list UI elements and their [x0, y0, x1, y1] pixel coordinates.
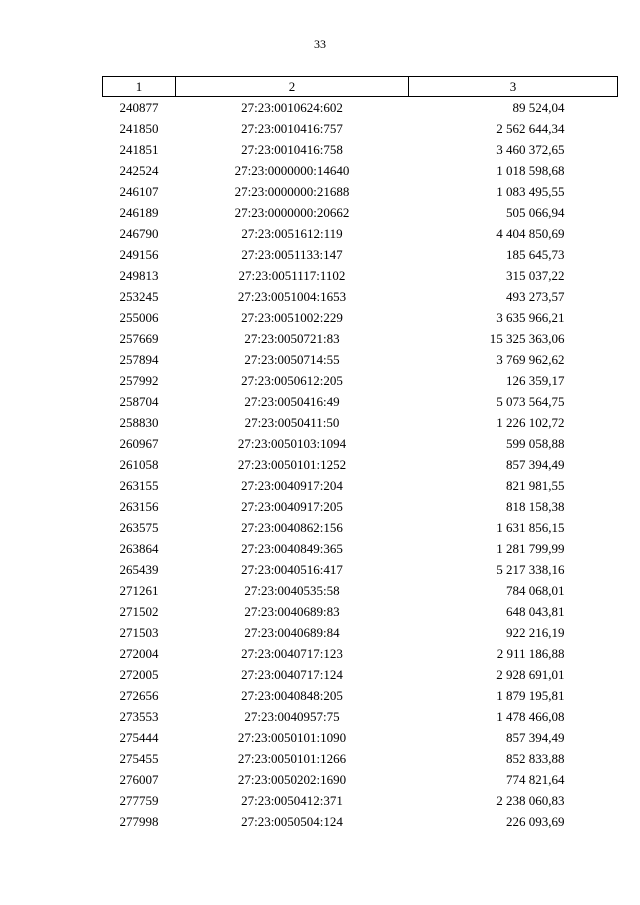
- cell-object-id: 257992: [119, 373, 159, 388]
- cell-value: 2 928 691,01: [496, 667, 565, 682]
- data-table: [102, 76, 618, 832]
- table-row: [103, 223, 618, 244]
- table-row: [103, 118, 618, 139]
- cell-cadastral-number: 27:23:0050714:55: [244, 352, 340, 367]
- table-row: [103, 139, 618, 160]
- cell-cadastral-number: 27:23:0040516:417: [241, 562, 343, 577]
- cell-cadastral-number: 27:23:0040689:84: [244, 625, 340, 640]
- table-row: [103, 286, 618, 307]
- page-number: 33: [314, 37, 326, 51]
- cell-cadastral-number: 27:23:0050411:50: [244, 415, 340, 430]
- cell-value: 4 404 850,69: [496, 226, 565, 241]
- cell-value: 1 018 598,68: [496, 163, 565, 178]
- table-row: [103, 244, 618, 265]
- cell-cadastral-number: 27:23:0050101:1252: [237, 457, 347, 472]
- table-row: [103, 601, 618, 622]
- cell-object-id: 277759: [119, 793, 159, 808]
- table-row: [103, 664, 618, 685]
- cell-object-id: 263864: [119, 541, 159, 556]
- cell-value: 922 216,19: [506, 625, 565, 640]
- cell-cadastral-number: 27:23:0000000:14640: [234, 163, 350, 178]
- cell-cadastral-number: 27:23:0051004:1653: [237, 289, 347, 304]
- table-row: [103, 265, 618, 286]
- cell-cadastral-number: 27:23:0000000:21688: [234, 184, 350, 199]
- cell-value: 5 073 564,75: [496, 394, 565, 409]
- cell-cadastral-number: 27:23:0050103:1094: [237, 436, 347, 451]
- cell-value: 1 631 856,15: [496, 520, 565, 535]
- cell-object-id: 260967: [119, 436, 159, 451]
- cell-cadastral-number: 27:23:0050612:205: [241, 373, 343, 388]
- table-row: [103, 622, 618, 643]
- cell-cadastral-number: 27:23:0050101:1266: [237, 751, 347, 766]
- table-row: [103, 643, 618, 664]
- cell-object-id: 263575: [119, 520, 159, 535]
- cell-value: 599 058,88: [506, 436, 565, 451]
- cell-value: 2 911 186,88: [496, 646, 565, 661]
- cell-value: 185 645,73: [506, 247, 565, 262]
- cell-cadastral-number: 27:23:0040849:365: [241, 541, 343, 556]
- cell-object-id: 255006: [119, 310, 159, 325]
- cell-object-id: 272656: [119, 688, 159, 703]
- table-row: [103, 97, 618, 119]
- cell-cadastral-number: 27:23:0051117:1102: [238, 268, 346, 283]
- cell-object-id: 242524: [119, 163, 159, 178]
- cell-value: 3 460 372,65: [496, 142, 565, 157]
- cell-value: 857 394,49: [506, 457, 565, 472]
- cell-object-id: 277998: [119, 814, 159, 829]
- cell-object-id: 275455: [119, 751, 159, 766]
- cell-object-id: 265439: [119, 562, 159, 577]
- table-row: [103, 202, 618, 223]
- table-row: [103, 517, 618, 538]
- cell-cadastral-number: 27:23:0051612:119: [241, 226, 343, 241]
- cell-value: 1 478 466,08: [496, 709, 565, 724]
- cell-object-id: 271503: [119, 625, 159, 640]
- cell-object-id: 258704: [119, 394, 159, 409]
- cell-value: 126 359,17: [506, 373, 565, 388]
- cell-cadastral-number: 27:23:0050101:1090: [237, 730, 347, 745]
- cell-value: 89 524,04: [512, 100, 565, 115]
- cell-value: 315 037,22: [506, 268, 565, 283]
- cell-object-id: 249156: [119, 247, 159, 262]
- cell-cadastral-number: 27:23:0040862:156: [241, 520, 343, 535]
- cell-object-id: 240877: [119, 100, 159, 115]
- cell-cadastral-number: 27:23:0040535:58: [244, 583, 340, 598]
- table-row: [103, 811, 618, 832]
- cell-value: 1 226 102,72: [496, 415, 565, 430]
- table-row: [103, 412, 618, 433]
- table-body: [103, 97, 618, 833]
- cell-cadastral-number: 27:23:0040848:205: [241, 688, 343, 703]
- cell-object-id: 263155: [119, 478, 159, 493]
- table-row: [103, 181, 618, 202]
- cell-object-id: 241851: [119, 142, 159, 157]
- table-row: [103, 349, 618, 370]
- cell-cadastral-number: 27:23:0010416:757: [241, 121, 343, 136]
- table-row: [103, 475, 618, 496]
- cell-object-id: 263156: [119, 499, 159, 514]
- cell-value: 3 635 966,21: [496, 310, 565, 325]
- table-row: [103, 769, 618, 790]
- cell-object-id: 241850: [119, 121, 159, 136]
- cell-value: 3 769 962,62: [496, 352, 565, 367]
- cell-value: 774 821,64: [506, 772, 565, 787]
- table-row: [103, 748, 618, 769]
- table-header: [103, 77, 618, 97]
- cell-value: 2 562 644,34: [496, 121, 565, 136]
- cell-object-id: 276007: [119, 772, 159, 787]
- table-row: [103, 538, 618, 559]
- cell-cadastral-number: 27:23:0010624:602: [241, 100, 343, 115]
- cell-object-id: 261058: [119, 457, 159, 472]
- cell-cadastral-number: 27:23:0040717:123: [241, 646, 343, 661]
- cell-value: 821 981,55: [506, 478, 565, 493]
- cell-cadastral-number: 27:23:0010416:758: [241, 142, 343, 157]
- cell-value: 784 068,01: [506, 583, 565, 598]
- cell-cadastral-number: 27:23:0050202:1690: [237, 772, 347, 787]
- table-row: [103, 559, 618, 580]
- cell-value: 493 273,57: [506, 289, 565, 304]
- table-row: [103, 328, 618, 349]
- cell-object-id: 258830: [119, 415, 159, 430]
- table-row: [103, 433, 618, 454]
- cell-object-id: 253245: [119, 289, 159, 304]
- cell-value: 648 043,81: [506, 604, 565, 619]
- table-row: [103, 370, 618, 391]
- table-row: [103, 454, 618, 475]
- table-row: [103, 496, 618, 517]
- cell-cadastral-number: 27:23:0050504:124: [241, 814, 343, 829]
- cell-object-id: 272004: [119, 646, 159, 661]
- column-header-3: 3: [409, 77, 618, 97]
- cell-value: 1 879 195,81: [496, 688, 565, 703]
- cell-value: 818 158,38: [506, 499, 565, 514]
- cell-value: 226 093,69: [506, 814, 565, 829]
- table-row: [103, 391, 618, 412]
- cell-cadastral-number: 27:23:0051002:229: [241, 310, 343, 325]
- cell-value: 5 217 338,16: [496, 562, 565, 577]
- table-row: [103, 727, 618, 748]
- table-row: [103, 685, 618, 706]
- cell-object-id: 271261: [119, 583, 159, 598]
- cell-cadastral-number: 27:23:0000000:20662: [234, 205, 350, 220]
- cell-cadastral-number: 27:23:0040717:124: [241, 667, 343, 682]
- cell-cadastral-number: 27:23:0040917:204: [241, 478, 343, 493]
- cell-cadastral-number: 27:23:0050721:83: [244, 331, 340, 346]
- cell-object-id: 246790: [119, 226, 159, 241]
- cell-cadastral-number: 27:23:0040917:205: [241, 499, 343, 514]
- cell-object-id: 257669: [119, 331, 159, 346]
- cell-value: 857 394,49: [506, 730, 565, 745]
- cell-object-id: 246107: [119, 184, 159, 199]
- table-row: [103, 706, 618, 727]
- cell-object-id: 273553: [119, 709, 159, 724]
- table-row: [103, 580, 618, 601]
- cell-cadastral-number: 27:23:0051133:147: [241, 247, 343, 262]
- table-row: [103, 160, 618, 181]
- cell-value: 15 325 363,06: [489, 331, 565, 346]
- cell-value: 505 066,94: [506, 205, 565, 220]
- header-row: [103, 77, 618, 97]
- column-header-2: 2: [176, 77, 409, 97]
- cell-value: 1 281 799,99: [496, 541, 565, 556]
- cell-cadastral-number: 27:23:0050416:49: [244, 394, 340, 409]
- cell-value: 852 833,88: [506, 751, 565, 766]
- cell-object-id: 257894: [119, 352, 159, 367]
- cell-value: 2 238 060,83: [496, 793, 565, 808]
- cell-object-id: 271502: [119, 604, 159, 619]
- cell-value: 1 083 495,55: [496, 184, 565, 199]
- cell-object-id: 275444: [119, 730, 159, 745]
- cell-cadastral-number: 27:23:0040957:75: [244, 709, 340, 724]
- cell-cadastral-number: 27:23:0040689:83: [244, 604, 340, 619]
- cell-object-id: 249813: [119, 268, 159, 283]
- cell-object-id: 246189: [119, 205, 159, 220]
- cell-cadastral-number: 27:23:0050412:371: [241, 793, 343, 808]
- table-row: [103, 307, 618, 328]
- column-header-1: 1: [103, 77, 176, 97]
- cell-object-id: 272005: [119, 667, 159, 682]
- table-row: [103, 790, 618, 811]
